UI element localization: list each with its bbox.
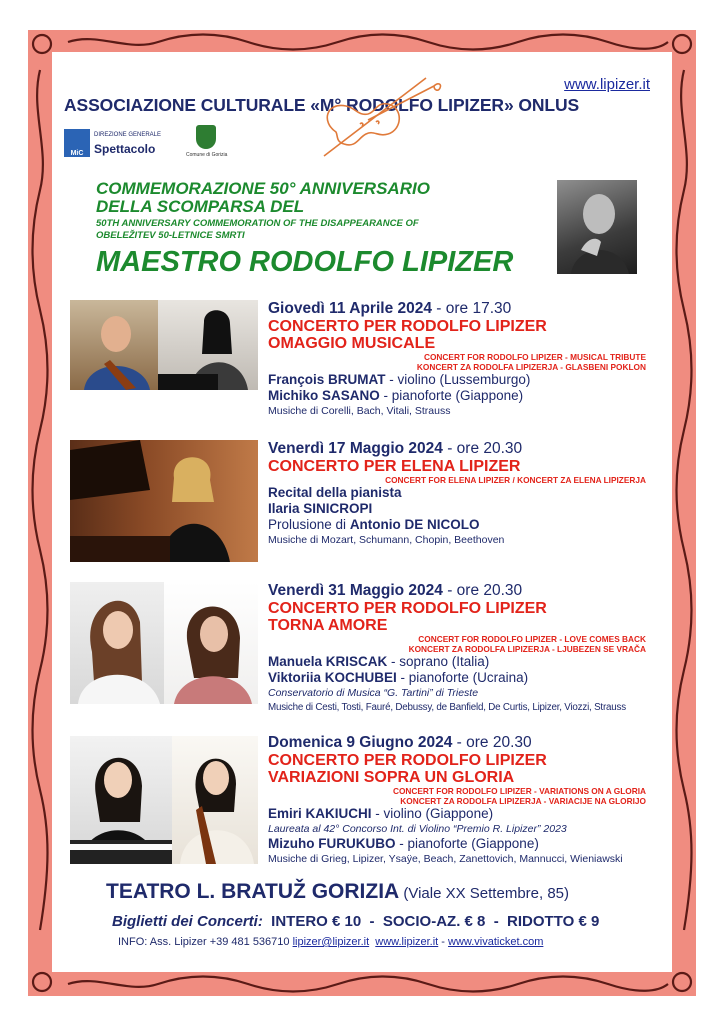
venue [106,880,569,904]
email-link[interactable]: lipizer@lipizer.it [292,936,370,948]
event-4-program: Musiche di Grieg, Lipizer, Ysaÿe, Beach, Zanettovich, Mannucci, Wieniawski [268,853,623,865]
maestro-portrait-image [557,180,637,274]
event-1 [268,300,668,419]
event-4-time: - ore 20.30 [452,734,532,751]
contact-info [118,936,543,948]
violin-icon [316,72,446,164]
commemoration-line-2: DELLA SCOMPARSA DEL [96,197,305,216]
event-2-recital-label: Recital della pianista [268,485,402,500]
mic-logo-small-text: DIREZIONE GENERALE [94,132,162,138]
event-3-photo-pianist [164,582,258,704]
event-3-subtitle-sl: KONCERT ZA RODOLFA LIPIZERJA - LJUBEZEN SE VRAČA [408,644,646,654]
event-2-program: Musiche di Mozart, Schumann, Chopin, Beethoven [268,534,505,546]
mic-logo-title: Spettacolo [94,142,156,156]
event-1-time: - ore 17.30 [431,300,512,317]
event-3-performer-2-name: Viktoriia KOCHUBEI [268,670,397,685]
event-1-date: Giovedì 11 Aprile 2024 [268,300,432,317]
event-4-title-line-1: CONCERTO PER RODOLFO LIPIZER [268,752,547,769]
lipizer-site-link[interactable]: www.lipizer.it [375,936,439,948]
mic-logo [64,129,162,159]
event-1-subtitle-sl: KONCERT ZA RODOLFA LIPIZERJA - GLASBENI POKLON [416,362,646,372]
event-3-date: Venerdì 31 Maggio 2024 [268,582,443,599]
event-4-photo-pianist [70,736,172,864]
event-4-date: Domenica 9 Giugno 2024 [268,734,453,751]
ticket-prices [112,913,599,930]
event-4-performer-2-role: - pianoforte (Giappone) [395,836,539,851]
event-2 [268,440,668,548]
crest-shield-icon [196,125,216,149]
maestro-name: MAESTRO RODOLFO LIPIZER [96,246,514,278]
event-4-performer-1-name: Emiri KAKIUCHI [268,806,372,821]
event-1-subtitle-en: CONCERT FOR RODOLFO LIPIZER - MUSICAL TRIBUTE [423,352,646,362]
info-separator: - [438,936,449,948]
event-4-subtitle-sl: KONCERT ZA RODOLFA LIPIZERJA - VARIACIJE NA GLORIJO [400,796,646,806]
event-3-title-line-2: TORNA AMORE [268,617,388,634]
event-1-photo-pianist [158,300,258,390]
event-4 [268,734,668,867]
event-3-performer-2-role: - pianoforte (Ucraina) [396,670,529,685]
venue-address: (Viale XX Settembre, 85) [399,885,570,902]
event-3 [268,582,668,715]
commemoration-line-1: COMMEMORAZIONE 50° ANNIVERSARIO [96,179,430,198]
event-3-photo-soprano [70,582,164,704]
event-3-performer-1-role: - soprano (Italia) [387,654,490,669]
event-3-title-line-1: CONCERTO PER RODOLFO LIPIZER [268,600,547,617]
event-4-laureate-note: Laureata al 42° Concorso Int. di Violino “Premio R. Lipizer” 2023 [268,823,567,835]
event-1-title-line-2: OMAGGIO MUSICALE [268,335,436,352]
event-4-performer-2-name: Mizuho FURUKUBO [268,836,396,851]
tickets-prices: INTERO € 10 - SOCIO-AZ. € 8 - RIDOTTO € 9 [262,913,600,930]
event-2-time: - ore 20.30 [442,440,523,457]
event-4-performer-1-role: - violino (Giappone) [371,806,494,821]
event-1-performer-2-role: - pianoforte (Giappone) [379,388,524,403]
event-2-date: Venerdì 17 Maggio 2024 [268,440,443,457]
crest-caption: Comune di Gorizia [186,152,228,158]
event-1-performer-1-role: - violino (Lussemburgo) [385,372,531,387]
commemoration-slovene: OBELEŽITEV 50-LETNICE SMRTI [96,230,245,241]
event-2-title: CONCERTO PER ELENA LIPIZER [268,458,521,475]
venue-name: TEATRO L. BRATUŽ GORIZIA [106,880,400,903]
event-2-prolusion-label: Prolusione di [268,517,350,532]
association-name: ASSOCIAZIONE CULTURALE «M° RODOLFO LIPIZER» ONLUS [64,95,580,115]
event-3-note: Conservatorio di Musica “G. Tartini” di Trieste [268,687,479,699]
event-4-subtitle-en: CONCERT FOR RODOLFO LIPIZER - VARIATIONS ON A GLORIA [392,786,646,796]
event-4-title-line-2: VARIAZIONI SOPRA UN GLORIA [268,769,515,786]
event-4-photo-violinist [172,736,258,864]
event-3-subtitle-en: CONCERT FOR RODOLFO LIPIZER - LOVE COMES BACK [418,634,646,644]
info-prefix: INFO: Ass. Lipizer +39 481 536710 [118,936,293,948]
gorizia-crest-logo [186,125,226,163]
event-1-program: Musiche di Corelli, Bach, Vitali, Strauss [268,405,451,417]
event-3-program: Musiche di Cesti, Tosti, Fauré, Debussy, de Banfield, De Curtis, Lipizer, Viozzi, Strauss [268,702,626,713]
event-2-subtitle: CONCERT FOR ELENA LIPIZER / KONCERT ZA ELENA LIPIZERJA [385,475,646,485]
event-2-photo-pianist [70,440,258,562]
event-1-photo-violinist [70,300,158,390]
event-2-prolusion-name: Antonio DE NICOLO [349,517,480,532]
tickets-label: Biglietti dei Concerti: [112,913,263,930]
commemoration-english: 50TH ANNIVERSARY COMMEMORATION OF THE DISAPPEARANCE OF [96,218,419,229]
event-1-title-line-1: CONCERTO PER RODOLFO LIPIZER [268,318,547,335]
event-3-performer-1-name: Manuela KRISCAK [268,654,388,669]
event-1-performer-2-name: Michiko SASANO [268,388,380,403]
website-link[interactable]: www.lipizer.it [564,76,650,93]
mic-badge: MiC [64,129,90,157]
event-1-performer-1-name: François BRUMAT [268,372,386,387]
event-3-time: - ore 20.30 [442,582,523,599]
event-2-pianist-name: Ilaria SINICROPI [268,501,373,516]
vivaticket-link[interactable]: www.vivaticket.com [448,936,544,948]
